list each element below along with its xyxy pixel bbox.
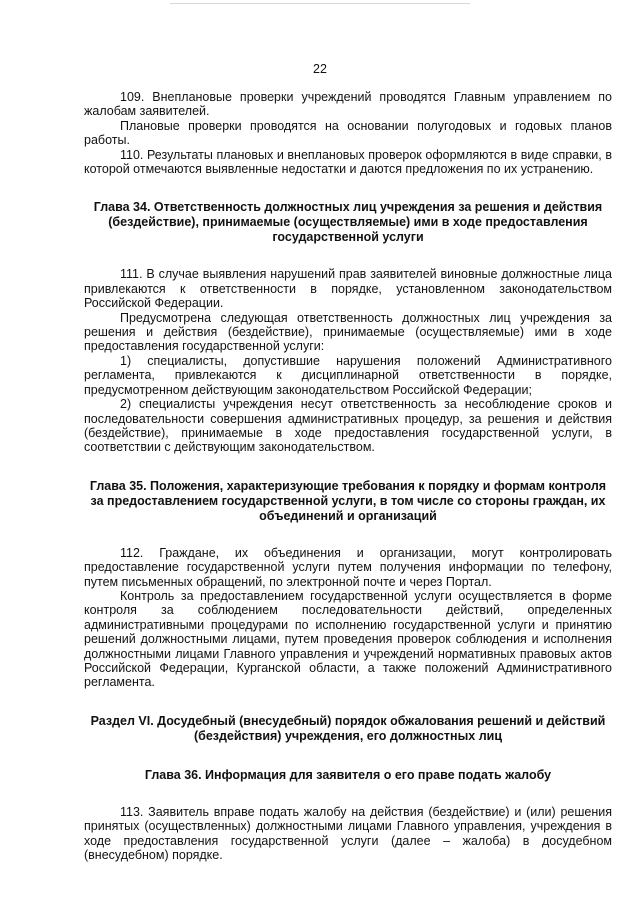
paragraph-109-1: 109. Внеплановые проверки учреждений проводятся Главным управлением по жалобам заявителей.	[84, 90, 612, 119]
paragraph-111-3: 1) специалисты, допустившие нарушения положений Административного регламента, привлекаются к дисциплинарной ответственности в порядке, предусмотренном действующим законодательством Российской Федерации;	[84, 353, 612, 397]
paragraph-112-1: 112. Граждане, их объединения и организации, могут контролировать предоставление государственной услуги путем получения информации по телефону, путем письменных обращений, по электронной почте и через Портал.	[84, 545, 612, 589]
paragraph-113: 113. Заявитель вправе подать жалобу на действия (бездействие) и (или) решения принятых (осуществленных) должностными лицами Главного управления, учреждения в ходе предоставления государственной услуги (далее – жалоба) в досудебном (внесудебном) порядке.	[84, 804, 612, 862]
paragraph-110: 110. Результаты плановых и внеплановых проверок оформляются в виде справки, в которой отмечаются выявленные недостатки и даются предложения по их устранению.	[84, 147, 612, 177]
heading-chapter-35: Глава 35. Положения, характеризующие требования к порядку и формам контроля за предоставлением государственной услуги, в том числе со стороны граждан, их объединений и организаций	[89, 478, 607, 523]
heading-chapter-34: Глава 34. Ответственность должностных лиц учреждения за решения и действия (бездействие), принимаемые (осуществляемые) ими в ходе предоставления государственной услуги	[93, 200, 603, 245]
heading-section-6: Раздел VI. Досудебный (внесудебный) порядок обжалования решений и действий (бездействия) учреждения, его должностных лиц	[90, 713, 606, 743]
paragraph-111-4: 2) специалисты учреждения несут ответственность за несоблюдение сроков и последовательности совершения административных процедур, за решения и действия (бездействие), принимаемые в ходе предоставления государственной услуги, в соответствии с действующим законодательством.	[84, 397, 612, 455]
document-body	[84, 90, 612, 862]
scan-edge-line	[170, 3, 470, 4]
paragraph-112-2: Контроль за предоставлением государственной услуги осуществляется в форме контроля за соблюдением последовательности действий, определенных административными процедурами по исполнению государственной услуги и принятию решений должностными лицами, путем проведения проверок соблюдения и исполнения должностными лицами Главного управления и учреждений нормативных правовых актов Российской Федерации, Курганской области, а также положений Административного регламента.	[84, 588, 612, 690]
paragraph-109-2: Плановые проверки проводятся на основании полугодовых и годовых планов работы.	[84, 118, 612, 148]
paragraph-111-1: 111. В случае выявления нарушений прав заявителей виновные должностные лица привлекаются к ответственности в порядке, установленном законодательством Российской Федерации.	[84, 267, 612, 311]
page-number: 22	[313, 62, 327, 76]
paragraph-111-2: Предусмотрена следующая ответственность должностных лиц учреждения за решения и действия (бездействие), принимаемые (осуществляемые) ими в ходе предоставления государственной услуги:	[84, 310, 612, 354]
heading-chapter-36: Глава 36. Информация для заявителя о его праве подать жалобу	[144, 767, 552, 782]
